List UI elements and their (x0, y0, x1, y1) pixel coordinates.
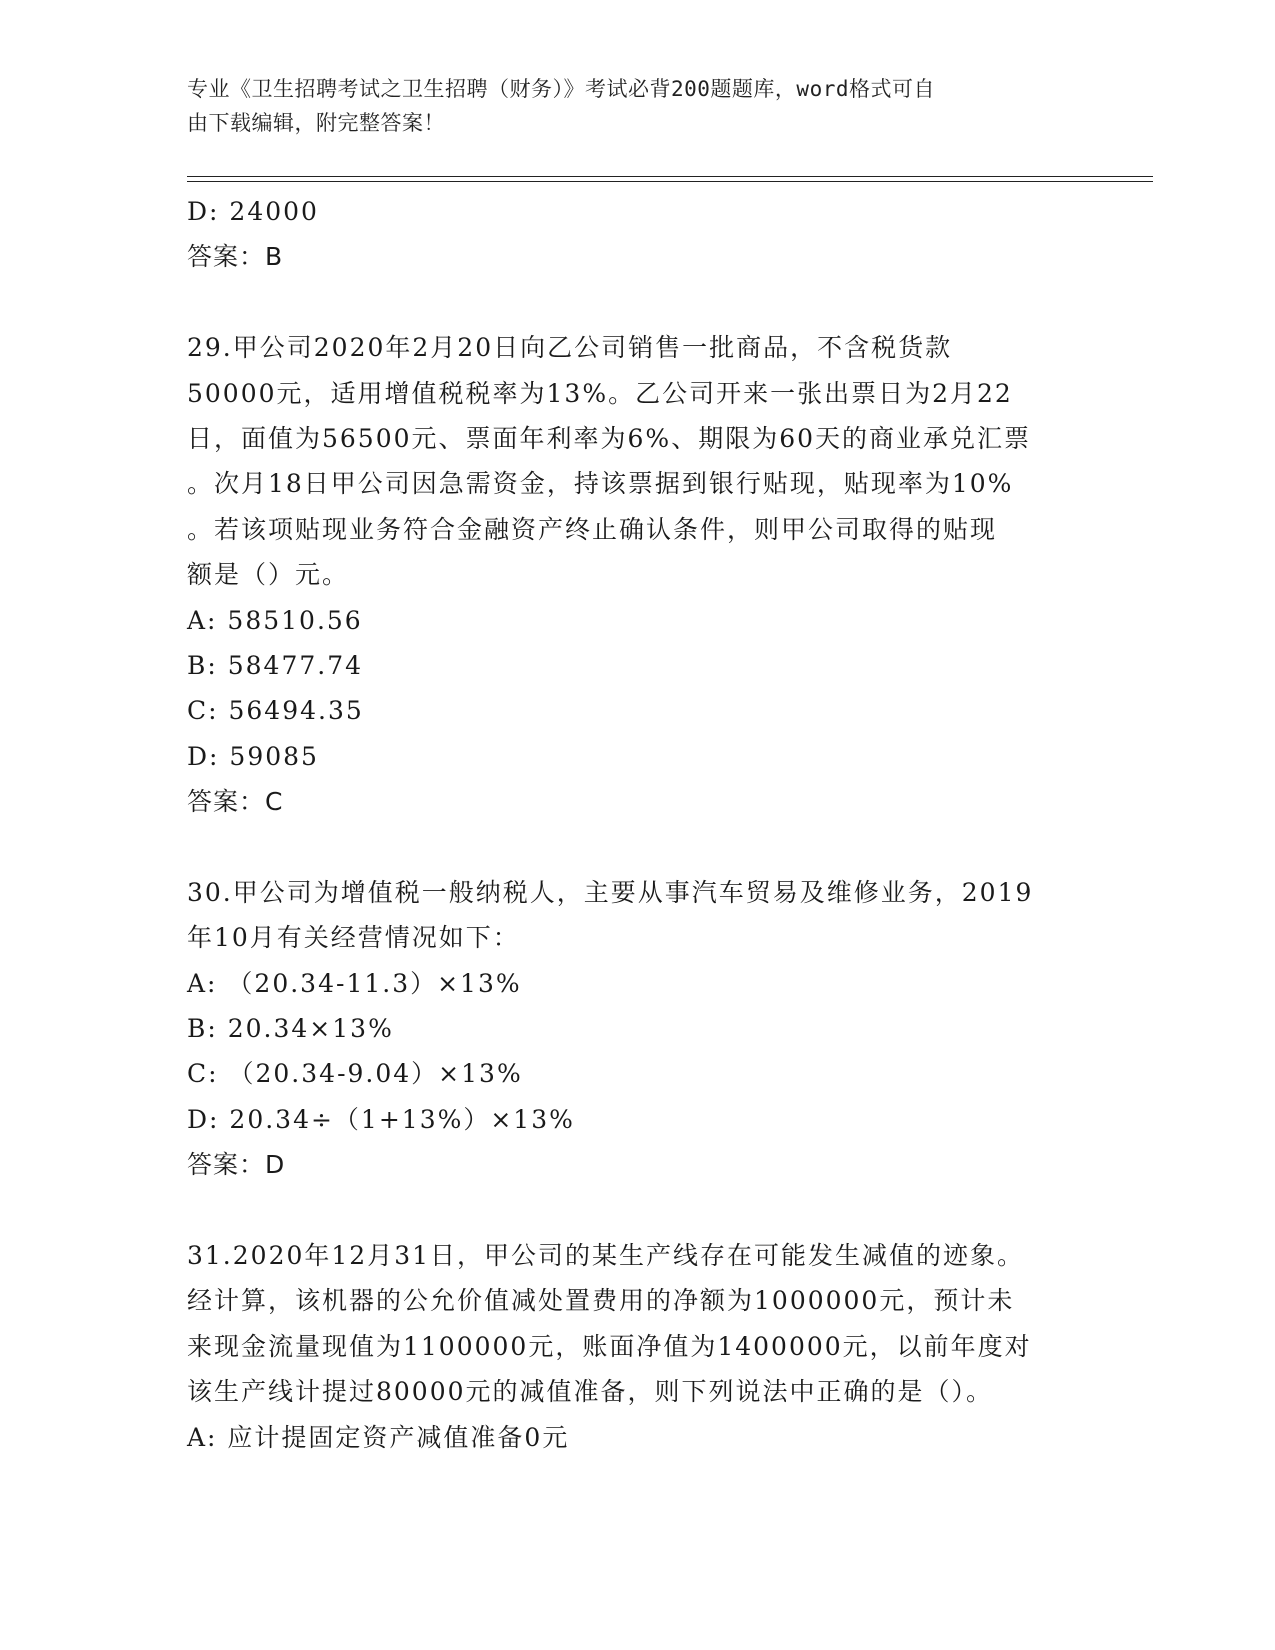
answer-line: 答案：B (187, 242, 284, 272)
document-header (187, 72, 1067, 140)
option-b: B: 20.34×13% (187, 1014, 394, 1044)
option-a: A: 58510.56 (187, 605, 363, 635)
question-text-line: 。次月18日甲公司因急需资金，持该票据到银行贴现，贴现率为10% (187, 469, 1014, 499)
question-text-line: 30.甲公司为增值税一般纳税人，主要从事汽车贸易及维修业务，2019 (187, 877, 1034, 907)
question-text-line: 额是（）元。 (187, 560, 350, 590)
header-divider-top (187, 176, 1153, 177)
previous-question-tail (187, 189, 1087, 280)
document-body (187, 189, 1087, 1460)
question-text-line: 50000元，适用增值税税率为13%。乙公司开来一张出票日为2月22 (187, 378, 1013, 408)
option-b: B: 58477.74 (187, 650, 364, 680)
spacer (187, 1188, 1087, 1233)
question-text-line: 日，面值为56500元、票面年利率为6%、期限为60天的商业承兑汇票 (187, 423, 1032, 453)
answer-line: 答案：D (187, 1150, 286, 1180)
option-d: D: 24000 (187, 197, 319, 226)
header-divider-bottom (187, 181, 1153, 182)
question-text-line: 经计算，该机器的公允价值减处置费用的净额为1000000元，预计未 (187, 1286, 1015, 1316)
answer-line: 答案：C (187, 787, 284, 817)
question-text-line: 。若该项贴现业务符合金融资产终止确认条件，则甲公司取得的贴现 (187, 514, 998, 544)
spacer (187, 824, 1087, 869)
header-line-2: 由下载编辑，附完整答案！ (187, 111, 445, 135)
question-text-line: 31.2020年12月31日，甲公司的某生产线存在可能发生减值的迹象。 (187, 1240, 1025, 1270)
option-c: C: 56494.35 (187, 696, 364, 726)
option-d: D: 59085 (187, 741, 319, 771)
option-a: A: 应计提固定资产减值准备0元 (187, 1422, 570, 1452)
question-31 (187, 1233, 1087, 1460)
question-text-line: 来现金流量现值为1100000元，账面净值为1400000元，以前年度对 (187, 1331, 1032, 1361)
option-a: A: （20.34-11.3）×13% (187, 968, 522, 998)
question-29 (187, 325, 1087, 824)
spacer (187, 280, 1087, 325)
question-text-line: 29.甲公司2020年2月20日向乙公司销售一批商品，不含税货款 (187, 333, 953, 363)
option-c: C: （20.34-9.04）×13% (187, 1059, 523, 1089)
header-line-1: 专业《卫生招聘考试之卫生招聘（财务）》考试必背200题题库，word格式可自 (187, 77, 935, 101)
option-d: D: 20.34÷（1+13%）×13% (187, 1104, 575, 1134)
question-30 (187, 870, 1087, 1188)
question-text-line: 年10月有关经营情况如下： (187, 923, 520, 953)
question-text-line: 该生产线计提过80000元的减值准备，则下列说法中正确的是（）。 (187, 1377, 994, 1407)
